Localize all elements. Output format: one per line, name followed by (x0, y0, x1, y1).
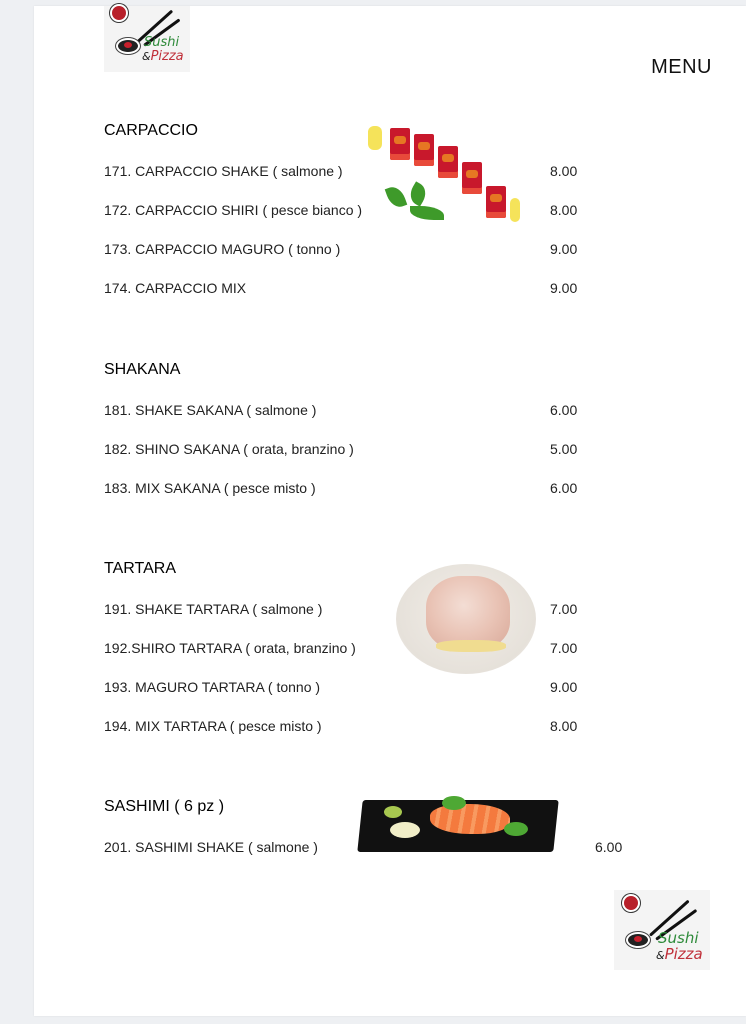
item-name: 192.SHIRO TARTARA ( orata, branzino ) (104, 640, 356, 656)
item-price: 9.00 (550, 280, 578, 296)
section-title-carpaccio: CARPACCIO (104, 122, 198, 139)
item-price: 6.00 (550, 480, 578, 496)
tartara-image (396, 564, 536, 674)
item-price: 8.00 (550, 163, 578, 179)
section-title-tartara: TARTARA (104, 560, 177, 577)
menu-item (104, 441, 584, 461)
logo-text-sushi: Sushi (144, 35, 180, 50)
menu-item (104, 718, 584, 738)
item-price: 6.00 (595, 839, 623, 855)
item-price: 9.00 (550, 241, 578, 257)
item-name: 201. SASHIMI SHAKE ( salmone ) (104, 839, 318, 855)
item-name: 193. MAGURO TARTARA ( tonno ) (104, 679, 321, 695)
item-name: 191. SHAKE TARTARA ( salmone ) (104, 601, 323, 617)
item-price: 5.00 (550, 441, 578, 457)
menu-page (34, 6, 746, 1016)
item-price: 9.00 (550, 679, 578, 695)
logo-text-pizza: &Pizza (142, 49, 184, 64)
item-price: 8.00 (550, 718, 578, 734)
logo-text-sushi: Sushi (658, 929, 699, 947)
sushi-roll-icon (626, 932, 650, 948)
menu-item (104, 402, 584, 422)
sushi-roll-icon (116, 38, 140, 54)
menu-title: MENU (651, 56, 712, 78)
menu-item (104, 241, 584, 261)
item-price: 7.00 (550, 601, 578, 617)
item-name: 171. CARPACCIO SHAKE ( salmone ) (104, 163, 343, 179)
logo-dot-icon (110, 4, 128, 22)
section-title-sashimi: SASHIMI ( 6 pz ) (104, 798, 225, 815)
item-price: 7.00 (550, 640, 578, 656)
menu-item (104, 679, 584, 699)
logo-dot-icon (622, 894, 640, 912)
item-name: 194. MIX TARTARA ( pesce misto ) (104, 718, 322, 734)
item-name: 183. MIX SAKANA ( pesce misto ) (104, 480, 316, 496)
item-name: 182. SHINO SAKANA ( orata, branzino ) (104, 441, 354, 457)
item-name: 173. CARPACCIO MAGURO ( tonno ) (104, 241, 341, 257)
logo-text-pizza: &Pizza (656, 945, 703, 963)
section-title-shakana: SHAKANA (104, 361, 181, 378)
carpaccio-image (366, 124, 541, 234)
sashimi-image (360, 782, 560, 862)
menu-item (104, 480, 584, 500)
item-name: 174. CARPACCIO MIX (104, 280, 247, 296)
item-name: 172. CARPACCIO SHIRI ( pesce bianco ) (104, 202, 363, 218)
menu-item (104, 280, 584, 300)
item-price: 8.00 (550, 202, 578, 218)
logo-top (104, 6, 190, 72)
item-name: 181. SHAKE SAKANA ( salmone ) (104, 402, 317, 418)
item-price: 6.00 (550, 402, 578, 418)
logo-bottom (614, 890, 710, 970)
